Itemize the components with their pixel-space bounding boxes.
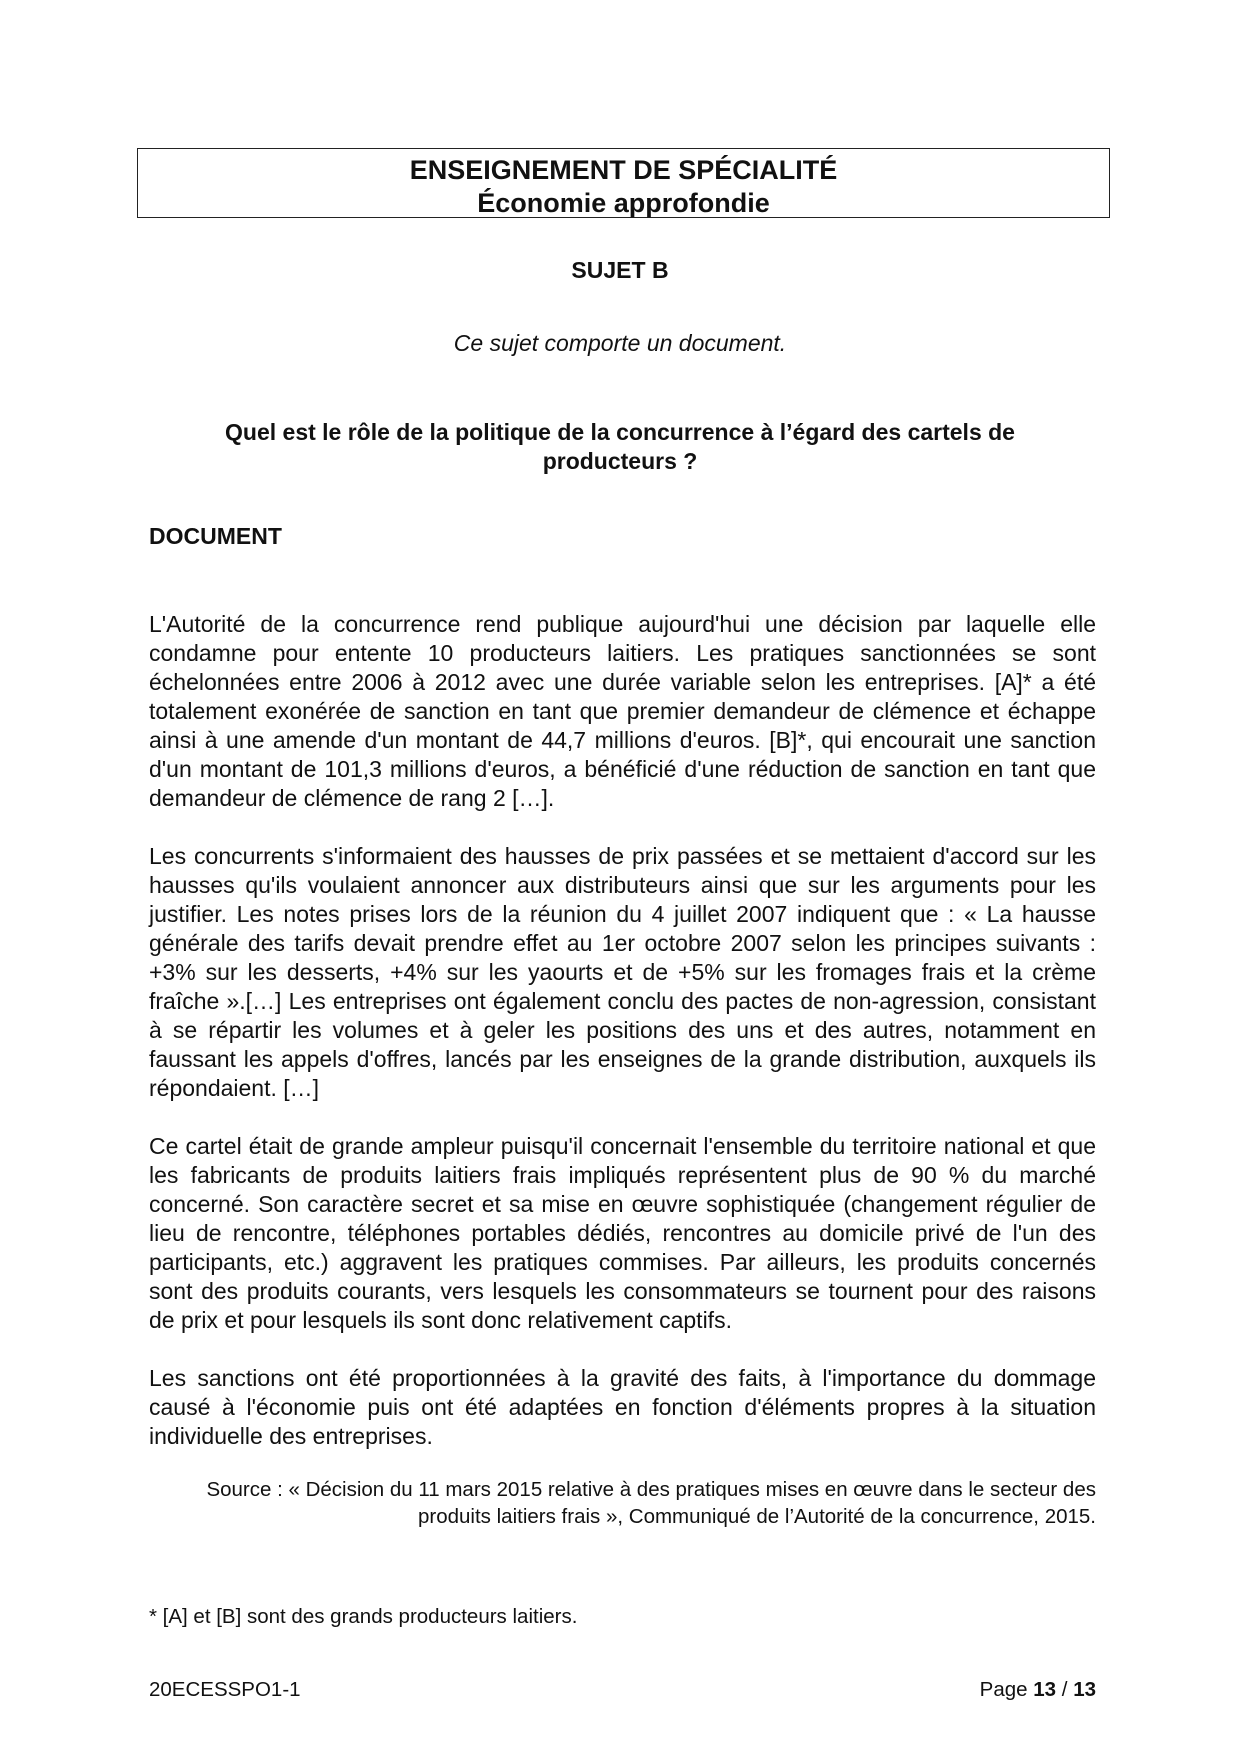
question-heading: Quel est le rôle de la politique de la concurrence à l’égard des cartels de producteurs ? — [225, 419, 1015, 474]
document-paragraph: Ce cartel était de grande ampleur puisqu'il concernait l'ensemble du territoire national et que les fabricants de produits laitiers frais impliqués représentent plus de 90 % du marché concerné. Son caractère secret et sa mise en œuvre sophistiquée (changement régulier de lieu de rencontre, téléphones portables dédiés, rencontres au domicile privé de l'un des participants, etc.) aggravent les pratiques commises. Par ailleurs, les produits concernés sont des produits courants, vers lesquels les consommateurs se tournent pour des raisons de prix et pour lesquels ils sont donc relativement captifs. — [149, 1133, 1096, 1333]
header-title: ENSEIGNEMENT DE SPÉCIALITÉ — [409, 155, 838, 185]
subject-label: SUJET B — [571, 257, 669, 283]
page-separator: / — [1061, 1678, 1068, 1701]
source-citation: Source : « Décision du 11 mars 2015 relative à des pratiques mises en œuvre dans le secteur des produits laitiers frais », Communiqué de l’Autorité de la concurrence, 2015. — [206, 1478, 1096, 1528]
page-label: Page — [979, 1678, 1028, 1701]
footnote: * [A] et [B] sont des grands producteurs laitiers. — [149, 1605, 578, 1628]
document-title: DOCUMENT — [149, 523, 282, 549]
document-paragraph: Les concurrents s'informaient des hausses de prix passées et se mettaient d'accord sur les hausses qu'ils voulaient annoncer aux distributeurs ainsi que sur les arguments pour les justifier. Les notes prises lors de la réunion du 4 juillet 2007 indiquent que : « La hausse générale des tarifs devait prendre effet au 1er octobre 2007 selon les principes suivants : +3% sur les desserts, +4% sur les yaourts et de +5% sur les fromages frais et la crème fraîche ».[…] Les entreprises ont également conclu des pactes de non-agression, consistant à se répartir les volumes et à geler les positions des uns et des autres, notamment en faussant les appels d'offres, lancés par les enseignes de la grande distribution, auxquels ils répondaient. […] — [149, 843, 1096, 1101]
page-number — [980, 1678, 1096, 1702]
document-paragraph: Les sanctions ont été proportionnées à la gravité des faits, à l'importance du dommage causé à l'économie puis ont été adaptées en fonction d'éléments propres à la situation individuelle des entreprises. — [149, 1365, 1096, 1449]
page-current: 13 — [1033, 1678, 1057, 1701]
page-total: 13 — [1073, 1678, 1096, 1701]
document-paragraph: L'Autorité de la concurrence rend publique aujourd'hui une décision par laquelle elle condamne pour entente 10 producteurs laitiers. Les pratiques sanctionnées se sont échelonnées entre 2006 à 2012 avec une durée variable selon les entreprises. [A]* a été totalement exonérée de sanction en tant que premier demandeur de clémence et échappe ainsi à une amende d'un montant de 44,7 millions d'euros. [B]*, qui encourait une sanction d'un montant de 101,3 millions d'euros, a bénéficié d'une réduction de sanction en tant que demandeur de clémence de rang 2 […]. — [149, 611, 1096, 811]
header-subtitle: Économie approfondie — [477, 188, 770, 218]
header-box — [137, 148, 1110, 218]
intro-text: Ce sujet comporte un document. — [453, 330, 787, 356]
exam-code: 20ECESSPO1-1 — [149, 1678, 301, 1701]
